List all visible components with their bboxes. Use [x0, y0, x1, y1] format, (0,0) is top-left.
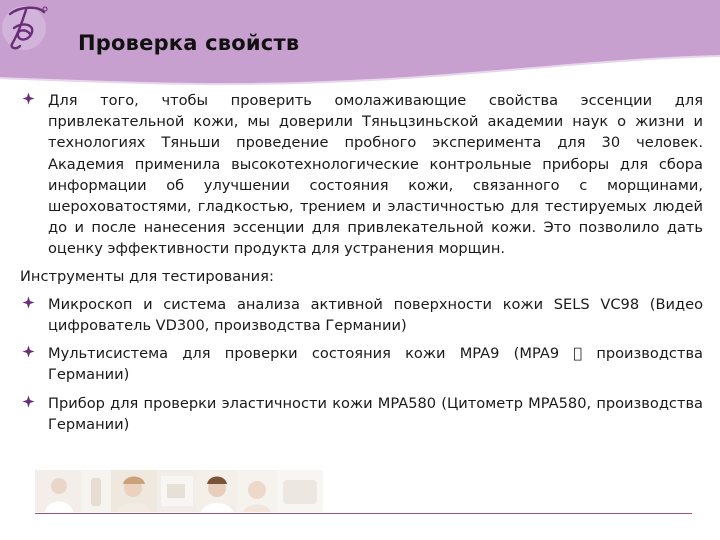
tool-text: Прибор для проверки эластичности кожи MPA580 (Цитометр MPA580, производства Германии)	[48, 373, 703, 412]
photo-thumbnail	[277, 470, 323, 512]
slide-header	[0, 0, 720, 88]
intro-text: Для того, чтобы проверить омолаживающие свойства эссенции для привлекательной кожи, мы доверили Тяньцзиньской академии наук о жизни и технологиях Тяньши проведение пробного эксперимента для 30 человек. Академия применила высокотехнологические контрольные приборы для сбора информации об улучшении состояния кожи, связанного с морщинами, шероховатостями, гладкостью, трением и эластичностью для тестируемых людей до и после нанесения эссенции для привлекательной кожи. Это позволило дать оценку эффективности продукта для устранения морщин.	[48, 92, 703, 258]
diamond-bullet-icon	[22, 92, 35, 105]
tool-text: Мультисистема для проверки состояния кожи MPA9 (MPA9 производства Германии)	[48, 345, 699, 363]
slide-body	[20, 90, 703, 435]
diamond-bullet-icon	[22, 395, 35, 408]
photo-thumbnail	[111, 470, 157, 512]
photo-thumbnail	[157, 470, 197, 512]
tool-text: Микроскоп и система анализа активной поверхности кожи SELS VC98 (Видео цифрователь VD300, производства Германии)	[48, 295, 703, 335]
footer-divider	[35, 513, 692, 514]
photo-thumbnail	[35, 470, 81, 512]
tool-list-item	[20, 373, 703, 435]
diamond-bullet-icon	[22, 345, 35, 358]
monogram-logo-icon	[0, 0, 52, 54]
tool-list-item	[20, 294, 703, 336]
tool-list-item	[20, 343, 703, 385]
photo-thumbnail	[197, 470, 237, 512]
page-title: Проверка свойств	[78, 31, 300, 55]
photo-thumbnail	[81, 470, 111, 512]
photo-strip	[35, 470, 325, 512]
intro-list-item	[20, 90, 703, 260]
tools-heading: Инструменты для тестирования:	[20, 267, 274, 285]
diamond-bullet-icon	[22, 296, 35, 309]
photo-thumbnail	[237, 470, 277, 512]
